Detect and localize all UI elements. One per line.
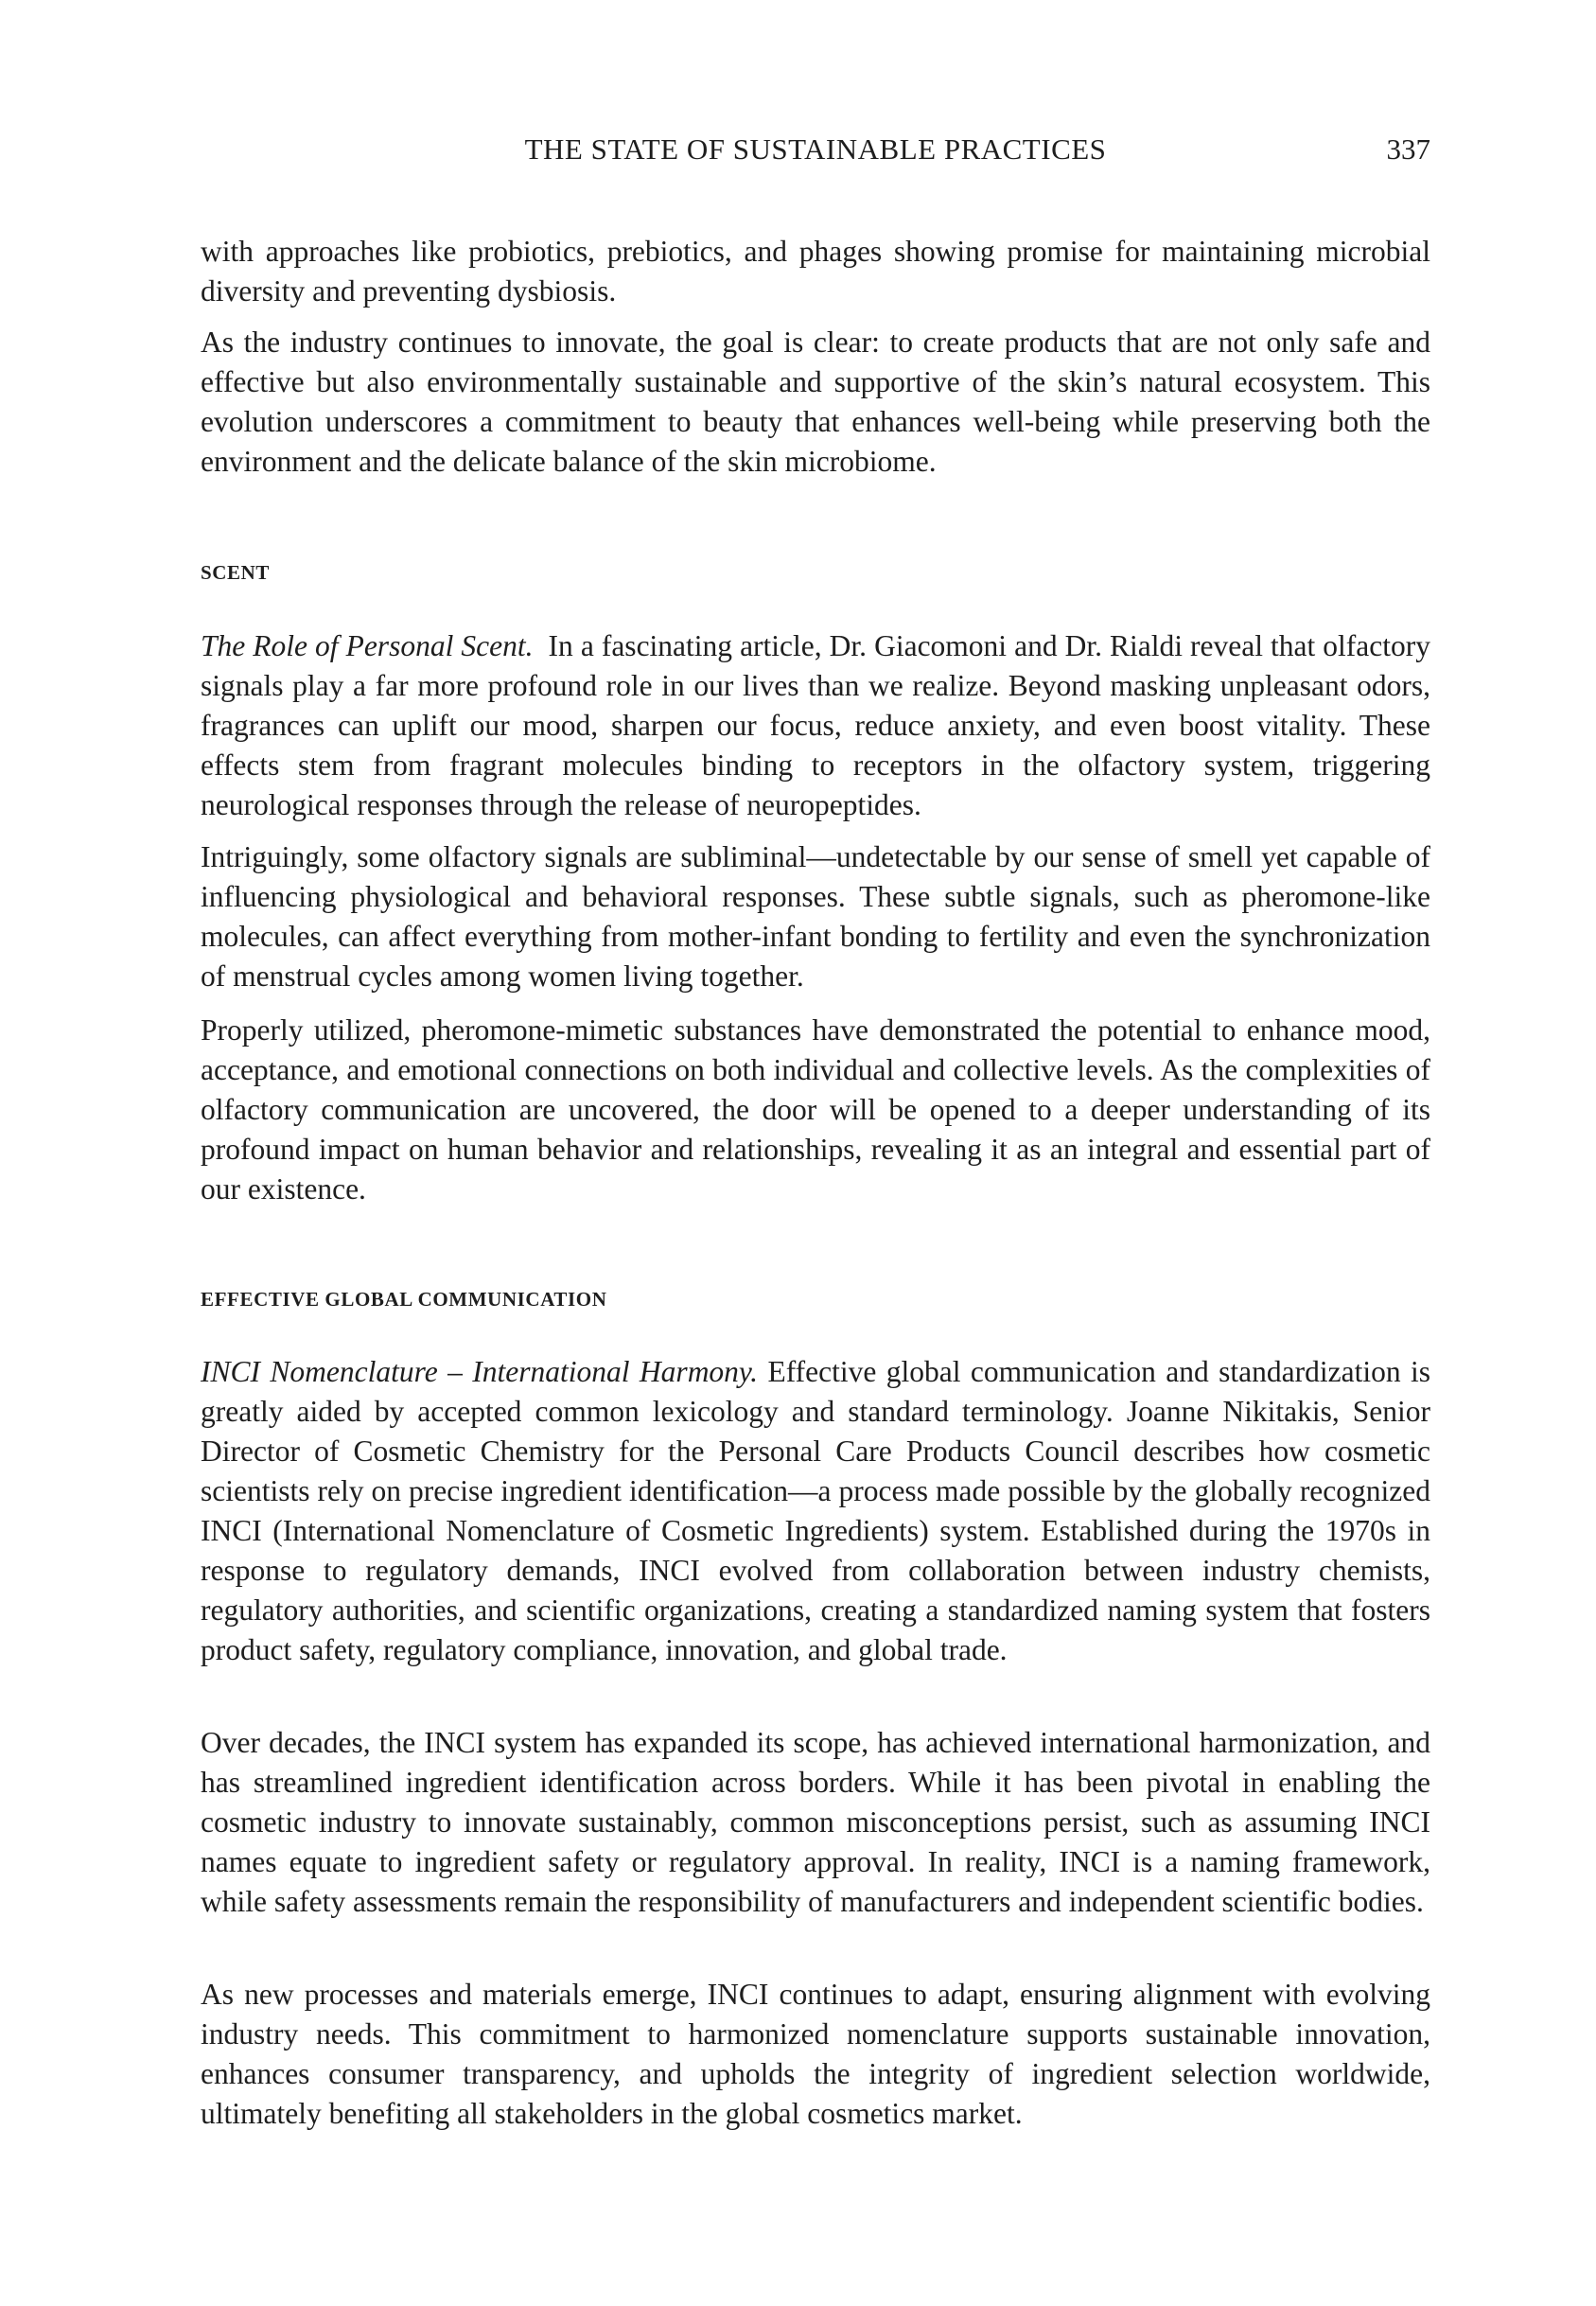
body-paragraph: Properly utilized, pheromone-mimetic substances have demonstrated the potential to enhance mood, acceptance, and emotional connections on both individual and collective levels. As the complexities of olfactory communication are uncovered, the door will be opened to a deeper understanding of its profound impact on human behavior and relationships, revealing it as an integral and essential part of our existence. <box>201 1013 1430 1206</box>
body-paragraph: with approaches like probiotics, prebiotics, and phages showing promise for maintaining microbial diversity and preventing dysbiosis. <box>201 235 1430 308</box>
scent-paragraph-3-block <box>201 1011 1430 1209</box>
running-title: THE STATE OF SUSTAINABLE PRACTICES <box>524 132 1107 166</box>
intro-paragraph-2-block <box>201 323 1430 482</box>
body-paragraph: Intriguingly, some olfactory signals are subliminal—undetectable by our sense of smell yet capable of influencing physiological and behavioral responses. These subtle signals, such as pheromone-like molecules, can affect everything from mother-infant bonding to fertility and even the synchronization of menstrual cycles among women living together. <box>201 840 1430 993</box>
body-paragraph: As the industry continues to innovate, the goal is clear: to create products that are not only safe and effective but also environmentally sustainable and supportive of the skin’s natural ecosystem. This evolution underscores a commitment to beauty that enhances well-being while preserving both the environment and the delicate balance of the skin microbiome. <box>201 326 1430 478</box>
body-paragraph-with-run-in <box>201 626 1430 825</box>
section-communication-heading-block <box>201 1285 1430 1313</box>
section-heading-scent: SCENT <box>201 561 271 584</box>
section-scent-heading-block <box>201 558 1430 587</box>
communication-paragraph-3-block <box>201 1975 1430 2134</box>
section-heading-effective-global-communication: EFFECTIVE GLOBAL COMMUNICATION <box>201 1288 607 1311</box>
body-paragraph: As new processes and materials emerge, INCI continues to adapt, ensuring alignment with evolving industry needs. This commitment to harmonized nomenclature supports sustainable innovation, enhances consumer transparency, and upholds the integrity of ingredient selection worldwide, ultimately benefiting all stakeholders in the global cosmetics market. <box>201 1978 1430 2130</box>
run-in-title: The Role of Personal Scent. <box>201 629 534 662</box>
scent-paragraph-1-block <box>201 626 1430 825</box>
intro-paragraph-1-block <box>201 232 1430 311</box>
page-number: 337 <box>1386 132 1430 166</box>
running-head <box>201 129 1430 170</box>
run-in-title: INCI Nomenclature – International Harmony. <box>201 1355 759 1388</box>
paragraph-text: Effective global communication and standardization is greatly aided by accepted common lexicology and standard terminology. Joanne Nikitakis, Senior Director of Cosmetic Chemistry for the Personal Care Products Council describes how cosmetic scientists rely on precise ingredient identification—a process made possible by the globally recognized INCI (International Nomenclature of Cosmetic Ingredients) system. Established during the 1970s in response to regulatory demands, INCI evolved from collaboration between industry chemists, regulatory authorities, and scientific organizations, creating a standardized naming system that fosters product safety, regulatory compliance, innovation, and global trade. <box>201 1355 1430 1666</box>
body-paragraph: Over decades, the INCI system has expanded its scope, has achieved international harmonization, and has streamlined ingredient identification across borders. While it has been pivotal in enabling the cosmetic industry to innovate sustainably, common misconceptions persist, such as assuming INCI names equate to ingredient safety or regulatory approval. In reality, INCI is a naming framework, while safety assessments remain the responsibility of manufacturers and independent scientific bodies. <box>201 1726 1430 1918</box>
scent-paragraph-2-block <box>201 837 1430 996</box>
body-paragraph-with-run-in <box>201 1352 1430 1670</box>
communication-paragraph-1-block <box>201 1352 1430 1670</box>
communication-paragraph-2-block <box>201 1723 1430 1922</box>
paragraph-text: In a fascinating article, Dr. Giacomoni and Dr. Rialdi reveal that olfactory signals play a far more profound role in our lives than we realize. Beyond masking unpleasant odors, fragrances can uplift our mood, sharpen our focus, reduce anxiety, and even boost vitality. These effects stem from fragrant molecules binding to receptors in the olfactory system, triggering neurological responses through the release of neuropeptides. <box>201 629 1430 821</box>
